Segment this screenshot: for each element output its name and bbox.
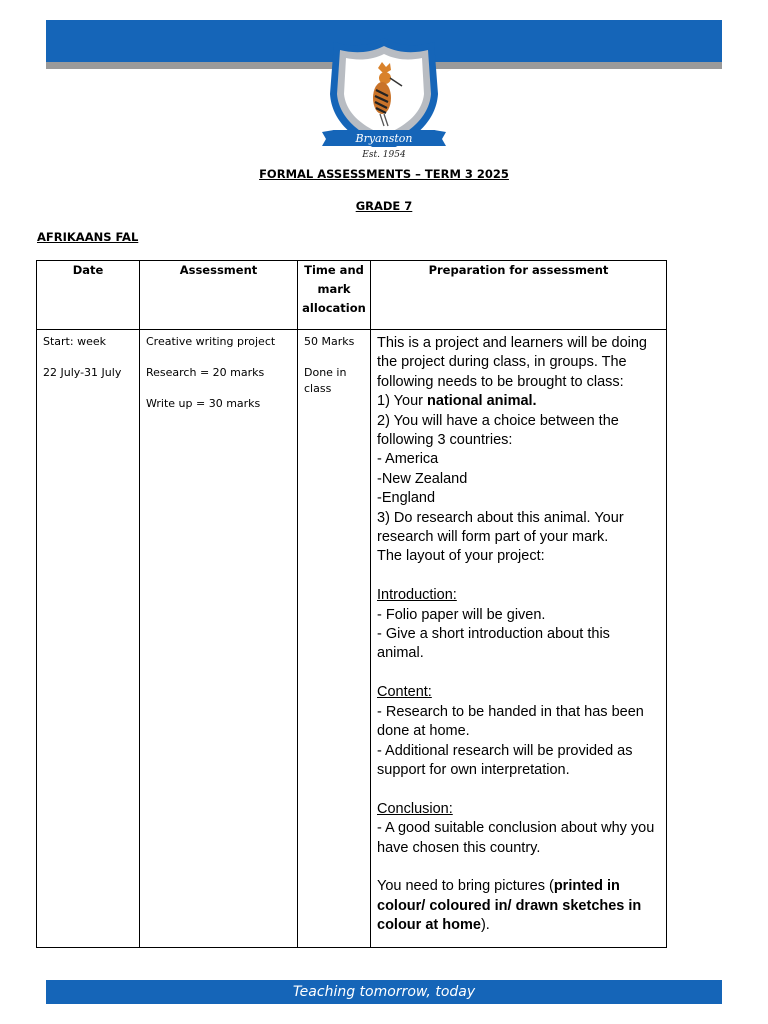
crest-est: Est. 1954 bbox=[362, 150, 406, 160]
pictures-prefix: You need to bring pictures ( bbox=[377, 878, 554, 895]
country-new-zealand: -New Zealand bbox=[377, 470, 468, 487]
cell-assessment bbox=[140, 330, 298, 948]
pictures-bold: printed in colour/ coloured in/ drawn sketches in colour at home bbox=[377, 878, 642, 934]
header-date: Date bbox=[37, 261, 140, 330]
footer-tagline: Teaching tomorrow, today bbox=[46, 980, 722, 1004]
header-assessment: Assessment bbox=[140, 261, 298, 330]
introduction-point-1: - Folio paper will be given. bbox=[377, 606, 546, 623]
page-title: FORMAL ASSESSMENTS – TERM 3 2025 bbox=[259, 167, 509, 181]
table-row bbox=[37, 330, 667, 948]
country-england: -England bbox=[377, 490, 436, 507]
crest-name: Bryanston bbox=[355, 132, 413, 145]
school-crest-logo bbox=[318, 34, 450, 162]
time-place: Done in class bbox=[304, 366, 347, 395]
table-header-row bbox=[37, 261, 667, 330]
content-point-1: - Research to be handed in that has been done at home. bbox=[377, 703, 644, 740]
conclusion-heading: Conclusion: bbox=[377, 800, 453, 817]
cell-date bbox=[37, 330, 140, 948]
assessment-research: Research = 20 marks bbox=[146, 366, 265, 379]
cell-time bbox=[298, 330, 371, 948]
grade-heading: GRADE 7 bbox=[355, 199, 413, 213]
conclusion-point-1: - A good suitable conclusion about why you have chosen this country. bbox=[377, 820, 655, 856]
date-range: 22 July-31 July bbox=[43, 366, 122, 379]
header-time: Time and mark allocation bbox=[298, 261, 371, 330]
prep-intro: This is a project and learners will be doing the project during class, in groups. The following needs to be brought to class: bbox=[377, 335, 647, 390]
assessment-table bbox=[36, 260, 667, 948]
country-america: - America bbox=[377, 451, 439, 468]
cell-preparation bbox=[371, 330, 667, 948]
prep-layout: The layout of your project: bbox=[377, 548, 545, 565]
pictures-suffix: ). bbox=[480, 917, 490, 934]
time-marks: 50 Marks bbox=[304, 335, 355, 348]
assessment-name: Creative writing project bbox=[146, 335, 276, 348]
prep-item-1-bold: national animal. bbox=[427, 393, 537, 410]
prep-item-1 bbox=[377, 392, 660, 411]
prep-item-1-prefix: 1) Your bbox=[377, 393, 427, 410]
header-preparation: Preparation for assessment bbox=[371, 261, 667, 330]
content-point-2: - Additional research will be provided as support for own interpretation. bbox=[377, 742, 633, 778]
introduction-point-2: - Give a short introduction about this animal. bbox=[377, 626, 610, 662]
assessment-writeup: Write up = 30 marks bbox=[146, 397, 261, 410]
content-heading: Content: bbox=[377, 684, 432, 701]
prep-item-3: 3) Do research about this animal. Your research will form part of your mark. bbox=[377, 509, 624, 546]
subject-heading: AFRIKAANS FAL bbox=[37, 230, 139, 244]
pictures-note bbox=[377, 877, 660, 935]
prep-item-2: 2) You will have a choice between the following 3 countries: bbox=[377, 412, 619, 449]
introduction-heading: Introduction: bbox=[377, 587, 457, 604]
date-start: Start: week bbox=[43, 335, 106, 348]
